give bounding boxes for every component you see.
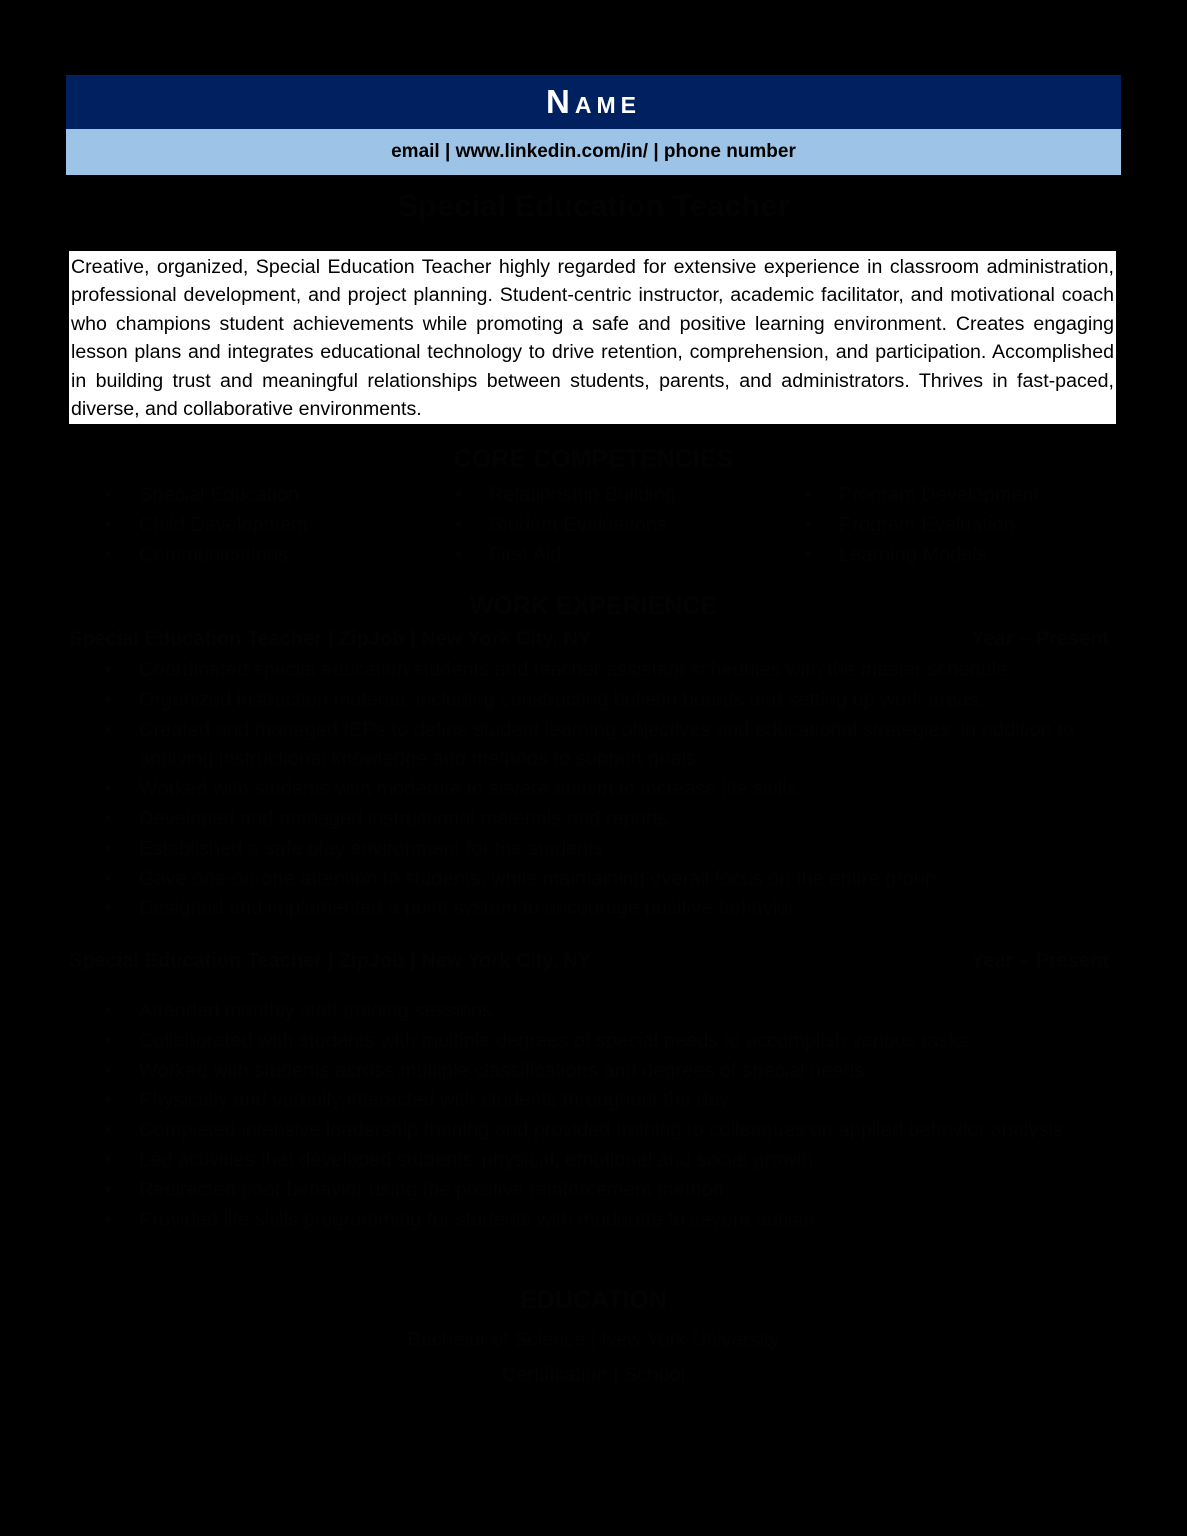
list-item: • Organized instruction material, including constructing bulletin boards and setting up work areas. (105, 686, 1115, 716)
competency-item: • Relationship Building (455, 480, 805, 510)
bullet-icon: • (105, 1148, 113, 1171)
competency-item: • Student Evaluations (455, 510, 805, 540)
list-item: • Redirected poor behavior using the positive reinforcement method. (105, 1176, 1115, 1206)
contact-info: email | www.linkedin.com/in/ | phone number (391, 141, 796, 162)
list-item: • Worked with students with moderate to severe autism to increase life skills. (105, 775, 1115, 805)
bullet-icon: • (105, 718, 113, 741)
bullet-icon: • (105, 514, 113, 536)
list-item: • Developed and managed instructional materials and reports. (105, 805, 1115, 835)
list-item: • Provided life skills programming for students with moderate to severe autism. (105, 1206, 1115, 1236)
job-bullets (105, 656, 1115, 924)
bullet-icon: • (105, 659, 113, 681)
job-role: Special Education Teacher | ZipJob | New York City, NY (69, 950, 592, 972)
list-item: • Led activities that developed students' physical, emotional and social growth. (105, 1146, 1115, 1176)
competency-item: • Special Education (105, 480, 455, 510)
list-item: • Attended monthly staff training sessions. (105, 997, 1115, 1027)
bullet-icon: • (105, 807, 113, 830)
competencies-grid (105, 480, 1155, 570)
list-item: • Physically and verbally interacted with students throughout the day. (105, 1086, 1115, 1116)
list-item: • Designed and implemented a point system to encourage positive behavior. (105, 894, 1115, 924)
bullet-icon: • (105, 1208, 113, 1231)
bullet-icon: • (105, 688, 113, 711)
education-certification: Certification | School (501, 1364, 686, 1386)
bullet-icon: • (105, 544, 113, 566)
competencies-heading: CORE COMPETENCIES (453, 445, 734, 473)
job-dates: Year – Present (971, 950, 1109, 972)
bullet-icon: • (105, 484, 113, 506)
list-item: • Created and managed IEPs to define student learning objectives and educational strategies, in addition to applying instructional knowledge and methods to support goals. (105, 716, 1115, 776)
job-header (69, 950, 1109, 973)
competency-item: • Program Development (805, 480, 1155, 510)
professional-summary: Creative, organized, Special Education Teacher highly regarded for extensive experience in classroom administration, professional development, and project planning. Student-centric instructor, academic facilitator, and motivational coach who champions student achievements while promoting a safe and positive learning environment. Creates engaging lesson plans and integrates educational technology to drive retention, comprehension, and participation. Accomplished in building trust and meaningful relationships between students, parents, and administrators. Thrives in fast-paced, diverse, and collaborative environments. (69, 251, 1116, 424)
bullet-icon: • (105, 1119, 113, 1142)
job-title: Special Education Teacher (397, 188, 790, 223)
candidate-name: Name (546, 83, 641, 120)
bullet-icon: • (105, 1000, 113, 1022)
competency-item: • Child Development (105, 510, 455, 540)
bullet-icon: • (455, 514, 463, 536)
job-role: Special Education Teacher | ZipJob | New York City, NY (69, 628, 592, 650)
competency-item: • Communications (105, 540, 455, 570)
bullet-icon: • (105, 867, 113, 890)
list-item: • Coordinated special education students and teacher assistant schedules with the master schedule. (105, 656, 1115, 686)
bullet-icon: • (105, 778, 113, 801)
list-item: • Gave one-on-one attention to students, while maintaining overall focus on the entire group. (105, 865, 1115, 895)
bullet-icon: • (805, 484, 813, 506)
job-dates: Year – Present (971, 628, 1109, 650)
experience-heading: WORK EXPERIENCE (469, 592, 718, 620)
bullet-icon: • (105, 1178, 113, 1201)
list-item: • Established a safe play environment for the students. (105, 835, 1115, 865)
job-bullets (105, 997, 1115, 1235)
bullet-icon: • (105, 1089, 113, 1112)
bullet-icon: • (105, 1029, 113, 1052)
bullet-icon: • (455, 484, 463, 506)
competency-item: • First Aid (455, 540, 805, 570)
list-item: • Completed intensive leadership training and provided training to colleagues on applied behavior analysis. (105, 1116, 1115, 1146)
name-banner (66, 75, 1121, 129)
bullet-icon: • (805, 514, 813, 536)
bullet-icon: • (805, 544, 813, 566)
list-item: • Worked with students across multiple classifications and degrees of special needs. (105, 1057, 1115, 1087)
contact-banner (66, 129, 1121, 175)
education-degree: Bachelor of Science | New York University (407, 1329, 780, 1351)
list-item: • Collaborated with students with multiple degrees of special needs to accomplish various tasks. (105, 1027, 1115, 1057)
bullet-icon: • (105, 837, 113, 860)
education-heading: EDUCATION (520, 1286, 667, 1314)
bullet-icon: • (105, 897, 113, 920)
bullet-icon: • (455, 544, 463, 566)
competency-item: • Learning Models (805, 540, 1155, 570)
job-header (69, 628, 1109, 651)
bullet-icon: • (105, 1059, 113, 1082)
competency-item: • Program Evaluation (805, 510, 1155, 540)
